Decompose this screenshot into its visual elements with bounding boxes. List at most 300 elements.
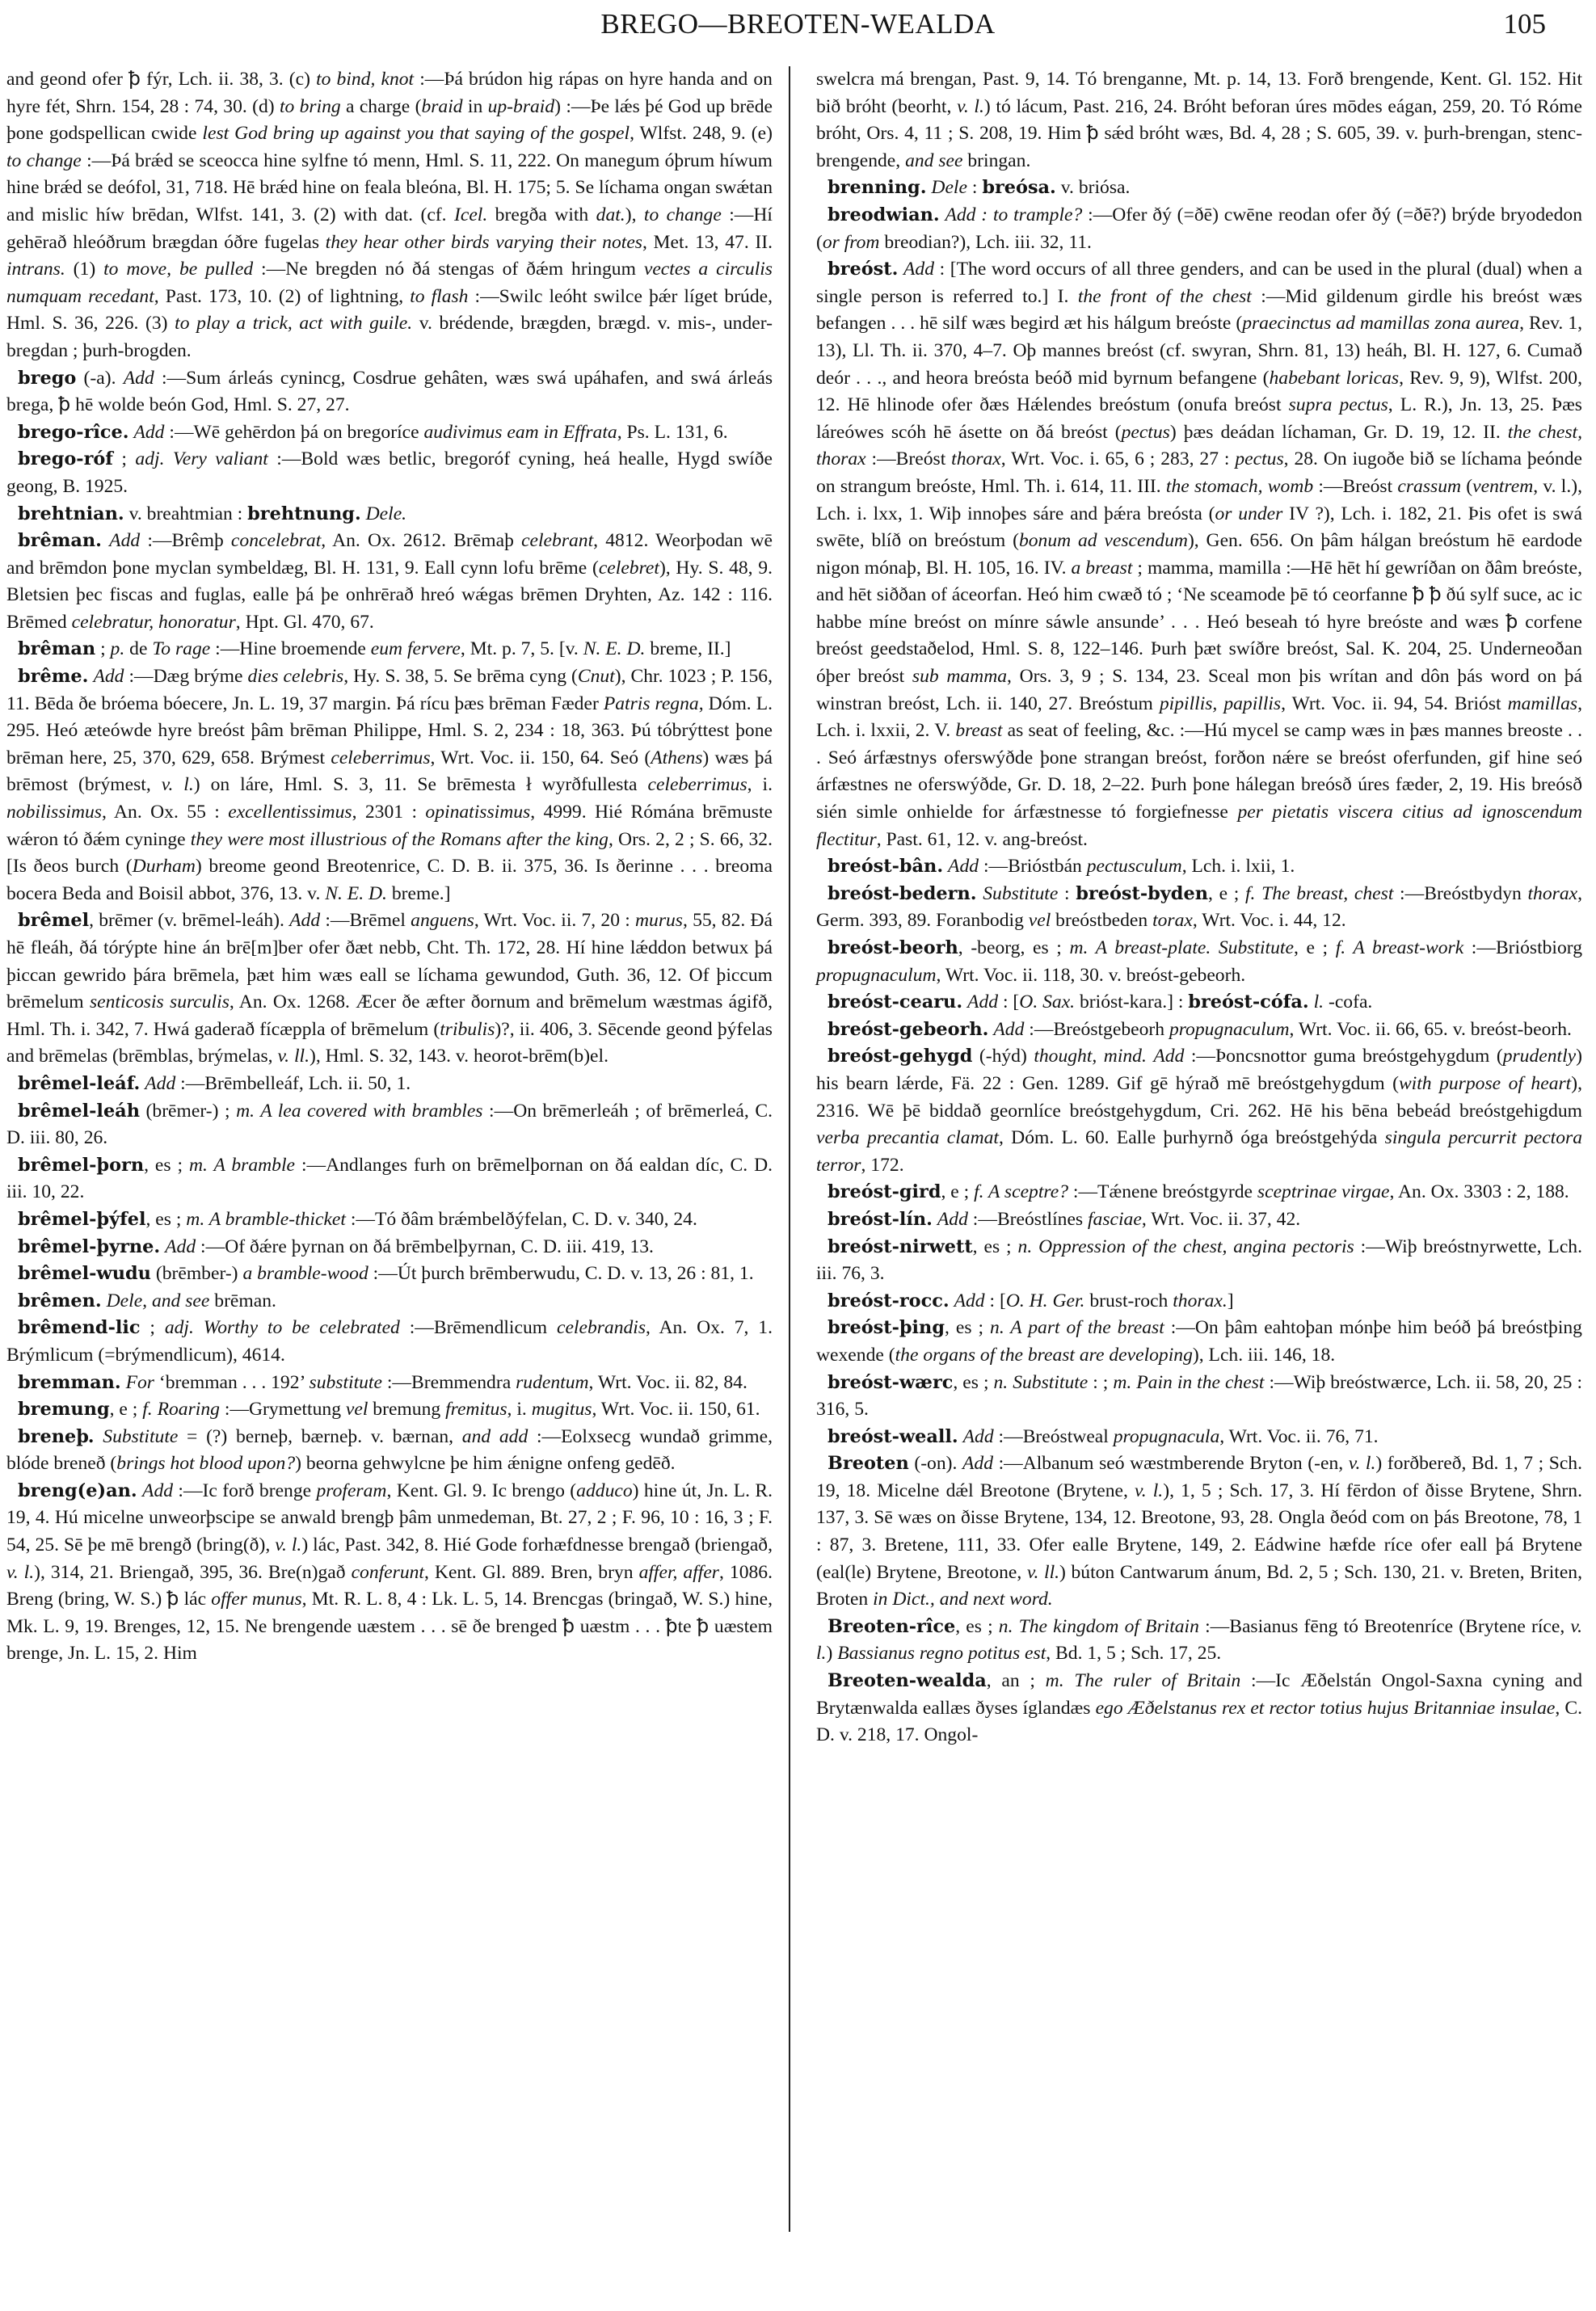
- entry-text: : [: [998, 991, 1020, 1013]
- entry-text: ),: [625, 204, 644, 225]
- entry-text: :—Brêmþ: [140, 530, 231, 552]
- headword: breóst-gird: [827, 1181, 941, 1203]
- italic-text: Dele: [931, 177, 967, 199]
- dictionary-entry: [6, 1370, 773, 1397]
- italic-text: crassum: [1397, 475, 1462, 497]
- dictionary-entry: [816, 1017, 1582, 1044]
- italic-text: thorax: [951, 448, 1001, 470]
- entry-text: , 4812. Weorþodan wē and brēmdon þone myclan symbeldæg, Bl. H. 131, 9. Eall cynn lofu brēme (: [6, 530, 773, 579]
- entry-text: , Rev. 1, 13), Ll. Th. ii. 370, 4–7. Oþ mannes breóst (cf. swyran, Shrn. 81, 13) heáh, Bl. H. 127, 6. Cumað deór . . ., and heora breósta beóð mid byrnum befangene (: [816, 313, 1583, 389]
- entry-text: , Wrt. Voc. ii. 150, 61.: [592, 1399, 760, 1421]
- italic-text: ventrem: [1472, 475, 1534, 497]
- italic-text: opinatissimus: [425, 802, 531, 823]
- entry-text: )?, ii. 406, 3. Sēcende geond þýfelas and brēmelas (brēmblas, brýmelas,: [6, 1018, 773, 1067]
- running-title: BREGO—BREOTEN-WEALDA: [600, 8, 996, 40]
- entry-text: :—Breóstweal: [993, 1425, 1114, 1447]
- italic-text: Add: [962, 1453, 993, 1475]
- entry-text: ) hine út, Jn. L. R. 19, 4. Hú micelne unweorþscipe se anwald brengþ þâm unmedeman, Bt. 27, 2 ; F. 96, 10 : 16, 3 ; F. 54, 25. Sē þe mē brengð (bring(ð),: [6, 1480, 773, 1556]
- italic-text: breast: [955, 720, 1003, 742]
- dictionary-columns: [6, 66, 1585, 2296]
- italic-text: n.: [993, 1371, 1009, 1393]
- entry-text: :—Þá brúdon hig rápas on hyre handa and on hyre fét, Shrn. 154, 28 : 74, 30. (d): [6, 69, 773, 117]
- italic-text: O. H. Ger.: [1005, 1290, 1085, 1311]
- dictionary-entry: [6, 419, 773, 447]
- entry-text: , Rev. 9, 9), Wlfst. 200, 12. Hē hlinode ofer ðæs Hǽlendes breóstum (onufa breóst: [816, 367, 1582, 416]
- italic-text: Cnut: [577, 666, 615, 688]
- entry-text: breodian?), Lch. iii. 32, 11.: [879, 231, 1092, 253]
- italic-text: to change: [643, 204, 722, 225]
- italic-text: singula percurrit pectora terror: [816, 1127, 1583, 1176]
- italic-text: rudentum: [516, 1371, 589, 1393]
- entry-text: ), 2316. Wē þē biddað geornlíce breóstgehygdum, Cri. 262. Hē his bēna bebeád breóstgehigdum: [816, 1072, 1582, 1122]
- dictionary-entry: [6, 1098, 773, 1152]
- italic-text: adj. Very valiant: [135, 448, 268, 470]
- entry-text: , Wrt. Voc. ii. 7, 20 :: [474, 910, 635, 932]
- italic-text: propugnacula: [1113, 1425, 1220, 1447]
- dictionary-entry: [816, 1370, 1582, 1424]
- entry-text: :—Brióstbiorg: [1463, 937, 1583, 958]
- entry-text: , Wrt. Voc. ii. 94, 54. Brióst: [1281, 692, 1508, 714]
- italic-text: or from: [822, 231, 880, 253]
- entry-text: , Ors. 2, 2 ; S. 66, 32. [Is ðeos burch (: [6, 828, 773, 878]
- dictionary-entry: [816, 881, 1582, 935]
- italic-text: and add: [461, 1425, 528, 1447]
- italic-text: f. Roaring: [142, 1399, 220, 1421]
- italic-text: adduco: [576, 1480, 633, 1501]
- entry-text: -cofa.: [1324, 991, 1373, 1013]
- italic-text: m. A lea covered with brambles: [236, 1100, 483, 1122]
- italic-text: l.: [1313, 991, 1324, 1013]
- italic-text: in Dict., and next word.: [873, 1589, 1053, 1610]
- headword: breóst-byden: [1076, 882, 1208, 904]
- headword: breóst-gebeorh.: [827, 1018, 989, 1040]
- italic-text: substitute: [309, 1371, 382, 1393]
- headword: breóst-weall.: [827, 1425, 958, 1447]
- entry-text: breme, II.]: [645, 638, 731, 660]
- italic-text: v. ll.: [1026, 1561, 1060, 1583]
- headword: brêmel-þorn: [18, 1154, 145, 1176]
- headword: breóst-beorh: [827, 937, 958, 958]
- entry-text: , e ;: [941, 1181, 975, 1203]
- italic-text: n. The kingdom of Britain: [998, 1615, 1199, 1637]
- italic-text: vectes a circulis numquam recedant: [6, 259, 773, 307]
- italic-text: they hear other birds varying their notes: [325, 231, 642, 253]
- entry-text: , Hpt. Gl. 470, 67.: [235, 611, 374, 633]
- italic-text: v. l.: [816, 1615, 1583, 1665]
- headword: brêmend-lic: [18, 1317, 141, 1339]
- headword: breóst-cearu.: [827, 991, 963, 1013]
- entry-text: , Kent. Gl. 9. Ic brengo (: [386, 1480, 577, 1501]
- headword: breóst-cófa.: [1188, 991, 1309, 1013]
- entry-text: brēman.: [209, 1290, 276, 1311]
- entry-text: [898, 259, 903, 280]
- entry-text: (-hýd): [972, 1046, 1034, 1067]
- entry-text: ) þæs deádan líchaman, Gr. D. 19, 12. II.: [1169, 421, 1508, 443]
- italic-text: supra pectus: [1288, 394, 1388, 416]
- italic-text: to change: [6, 149, 82, 171]
- italic-text: To rage: [152, 638, 211, 660]
- entry-text: [102, 530, 109, 551]
- dictionary-entry: [816, 1234, 1582, 1288]
- entry-text: :—Þoncsnottor guma breóstgehygdum (: [1184, 1046, 1503, 1067]
- entry-text: ), Gen. 656. On þâm hálgan breóstum hē eardode nigon mónaþ, Bl. H. 105, 16. IV.: [816, 530, 1582, 579]
- italic-text: Add: [145, 1072, 176, 1094]
- entry-continuation: [816, 66, 1582, 175]
- entry-text: ), Lch. iii. 146, 18.: [1192, 1344, 1336, 1366]
- entry-text: , Germ. 393, 89. Foranbodig: [816, 882, 1582, 932]
- italic-text: Dele, and see: [106, 1290, 210, 1311]
- entry-text: :—On þâm eahtoþan mónþe him beóð þá breóstþing wexende (: [816, 1317, 1582, 1366]
- dictionary-entry: [816, 1179, 1582, 1206]
- italic-text: braid: [421, 95, 463, 117]
- entry-text: v. brédende, brægden, brægd. v. mis-, under-bregdan ; þurh-brogden.: [6, 313, 773, 361]
- headword: brenning.: [827, 177, 927, 199]
- entry-text: , Past. 173, 10. (2) of lightning,: [154, 285, 411, 307]
- entry-text: :—Sum árleás cynincg, Cosdrue gehâten, wæs swá upáhafen, and swá árleás brega, ꝥ hē wolde beón God, Hml. S. 27, 27.: [6, 367, 773, 416]
- italic-text: to flash: [410, 285, 469, 307]
- headword: brehtnian.: [18, 503, 124, 524]
- headword: Breoten: [827, 1453, 909, 1475]
- italic-text: the stomach, womb: [1165, 475, 1314, 497]
- headword: brehtnung.: [247, 503, 361, 524]
- italic-text: torax: [1152, 910, 1193, 932]
- entry-text: , v. l.), Lch. i. lxx, 1. Wiþ innoþes sáre and þǽra breósta (: [816, 475, 1583, 524]
- headword: breósa.: [982, 177, 1056, 199]
- dictionary-entry: [816, 935, 1582, 989]
- entry-text: v. breahtmian :: [124, 503, 248, 524]
- italic-text: mugitus: [531, 1399, 592, 1421]
- italic-text: m. Pain in the chest: [1113, 1371, 1265, 1393]
- headword: bremung: [18, 1399, 110, 1421]
- entry-text: :—Breóst: [865, 448, 952, 470]
- italic-text: Add: [93, 666, 124, 688]
- entry-text: ; mamma, mamilla :—Hē hēt hí gewríðan on ðâm breóste, and hēt siððan of áceorfan. Heó him cwæð tó ; ‘Ne sceamode þē tó ceorfanne ꝥ ꝥ ðú sylf suce, ac ic habbe míne breóst on mínre sáwle ansunde’ . . . Heó beseah tó hyre breóste and wæs ꝥ corfene breóst geedstaðelod, Hml. S. 8, 122–146. Þurh þæt swíðre breóst, Sal. K. 204, 25. Underneoðan óþer breóst: [816, 557, 1582, 688]
- entry-text: :—Of ðǽre þyrnan on ðá brēmbelþyrnan, C. D. iii. 419, 13.: [196, 1235, 654, 1257]
- headword: brego-róf: [18, 448, 113, 470]
- entry-text: , Wlfst. 248, 9. (e): [630, 123, 773, 145]
- italic-text: f. A sceptre?: [974, 1181, 1068, 1203]
- entry-text: swelcra má brengan, Past. 9, 14. Tó brenganne, Mt. p. 14, 13. Forð brengende, Kent. Gl. 152. Hit bið bróht (beorht,: [816, 69, 1582, 117]
- entry-text: , An. Ox. 7, 1. Brýmlicum (=brýmendlicum), 4614.: [6, 1317, 773, 1366]
- dictionary-entry: [816, 1206, 1582, 1234]
- entry-text: , es ;: [144, 1154, 190, 1176]
- italic-text: Add: [948, 856, 979, 878]
- italic-text: anguens: [411, 910, 474, 932]
- dictionary-entry: [6, 636, 773, 663]
- entry-text: , 2301 :: [352, 802, 426, 823]
- headword: brêmel-leáh: [18, 1100, 140, 1122]
- entry-text: , es ;: [145, 1208, 187, 1230]
- italic-text: thorax.: [1173, 1290, 1228, 1311]
- entry-text: de: [124, 638, 153, 660]
- headword: breóst-bân.: [827, 856, 944, 878]
- entry-text: , An. Ox. 3303 : 2, 188.: [1389, 1181, 1569, 1203]
- entry-text: , Wrt. Voc. i. 44, 12.: [1192, 910, 1346, 932]
- entry-text: :—Þá brǽd se sceocca hine sylfne tó menn, Hml. S. 11, 222. On manegum óþrum híwum hine brǽd se deófol, 31, 718. Hē brǽd hine on feala bleóna, Bl. H. 175; 5. Se líchama ongan swǽtan and mislic híw brēdan, Wlfst. 141, 3. (2) with dat. (cf.: [6, 149, 773, 225]
- dictionary-entry: [6, 365, 773, 419]
- entry-text: , Bd. 1, 5 ; Sch. 17, 25.: [1046, 1643, 1222, 1665]
- entry-text: ;: [95, 638, 111, 660]
- entry-text: , 1086. Breng (bring, W. S.) ꝥ lác: [6, 1561, 773, 1610]
- dictionary-entry: [6, 1288, 773, 1315]
- entry-text: (-on).: [908, 1453, 962, 1475]
- italic-text: and see: [905, 149, 963, 171]
- entry-text: , i.: [507, 1399, 532, 1421]
- headword: brêmen.: [18, 1290, 102, 1311]
- italic-text: excellentissimus: [228, 802, 352, 823]
- italic-text: the chest, thorax: [816, 421, 1582, 470]
- italic-text: tribulis: [440, 1018, 495, 1040]
- entry-text: , C. D. v. 218, 17. Ongol-: [816, 1697, 1582, 1746]
- entry-text: breme.]: [386, 882, 451, 904]
- entry-text: , -beorg, es ;: [958, 937, 1070, 958]
- italic-text: nobilissimus: [6, 802, 102, 823]
- headword: brêman.: [18, 530, 102, 552]
- entry-text: :: [1058, 882, 1076, 904]
- entry-text: ), 1, 5 ; Sch. 17, 3. Hí fērdon of ðisse Brytene, Shrn. 137, 3. Sē wæs on ðisse Brytene, 134, 12. Breotone, 93, 28. Ongla ðeód com on þás Breotone, 78, 1 : 87, 3. Bretene, 111, 33. Ofer ealle Brytene, 149, 2. Eádwine hæfde ríce ofer eall þá Brytene (eal(le) Brytene, Breotone,: [816, 1480, 1582, 1583]
- italic-text: pectus: [1235, 448, 1284, 470]
- entry-text: breóstbeden: [1051, 910, 1153, 932]
- italic-text: N. E. D.: [325, 882, 387, 904]
- entry-text: , L. R.), Jn. 13, 25. Þæs láreówes scóh hē ásette on ðá breóst (: [816, 394, 1582, 443]
- headword: brêman: [18, 638, 96, 660]
- italic-text: n. Oppression of the chest, angina pectoris: [1017, 1235, 1354, 1257]
- headword: bremman.: [18, 1371, 121, 1393]
- italic-text: Substitute: [103, 1425, 179, 1447]
- dictionary-entry: [6, 446, 773, 500]
- entry-text: :—Bremmendra: [381, 1371, 516, 1393]
- entry-text: :—Dæg brýme: [124, 666, 248, 688]
- dictionary-entry: [6, 501, 773, 528]
- italic-text: Dele.: [365, 503, 407, 524]
- dictionary-entry: [816, 853, 1582, 881]
- entry-text: and geond ofer ꝥ fýr, Lch. ii. 38, 3. (c): [6, 69, 317, 90]
- entry-text: , Wrt. Voc. ii. 82, 84.: [588, 1371, 747, 1393]
- entry-text: ) lác, Past. 342, 8. Hié Gode forhæfdnesse brengað (briengað,: [301, 1534, 773, 1556]
- entry-text: ) his bearn lǽrde, Fä. 22 : Gen. 1289. Gif gē hýrað mē breóstgehygdum (: [816, 1046, 1582, 1094]
- italic-text: proferam: [316, 1480, 387, 1501]
- italic-text: habebant loricas: [1269, 367, 1400, 389]
- italic-text: sceptrinae virgae: [1257, 1181, 1390, 1203]
- entry-text: bregða with: [487, 204, 596, 225]
- entry-text: ‘bremman . . . 192’: [154, 1371, 310, 1393]
- entry-text: , An. Ox. 1268. Æcer ðe æfter ðornum and brēmelum wæstmas ágifð, Hml. Th. i. 342, 7. Hwá gaderað fícæppla of brēmelum (: [6, 991, 773, 1040]
- headword: breóst-gehygd: [827, 1046, 973, 1067]
- entry-text: :—Mid gildenum girdle his breóst wæs befangen . . . hē silf wæs begird æt his hálgum breóste (: [816, 285, 1582, 335]
- italic-text: Bassianus regno potitus est: [837, 1643, 1046, 1665]
- headword: brego: [18, 367, 77, 389]
- right-column: [816, 66, 1582, 1749]
- headword: breodwian.: [827, 204, 940, 225]
- headword: breóst.: [827, 259, 899, 280]
- headword: breóst-þing: [827, 1317, 945, 1339]
- entry-text: :—Brēmel: [320, 910, 411, 932]
- italic-text: Add: [962, 1425, 994, 1447]
- entry-text: :—Albanum seó wæstmberende Bryton (-en,: [993, 1453, 1349, 1475]
- headword: breneþ.: [18, 1425, 95, 1447]
- entry-text: v. briósa.: [1055, 177, 1131, 199]
- italic-text: mamillas: [1507, 692, 1578, 714]
- italic-text: thought, mind.: [1034, 1046, 1147, 1067]
- entry-text: ) forðbereð, Bd. 1, 7 ; Sch. 19, 18. Micelne dǽl Breotone (Brytene,: [816, 1453, 1582, 1501]
- italic-text: bonum ad vescendum: [1018, 530, 1188, 552]
- headword: breóst-nirwett: [827, 1235, 973, 1257]
- italic-text: ego Æðelstanus rex et rector totius hujus Britanniae insulae: [1095, 1697, 1556, 1719]
- italic-text: with purpose of heart: [1398, 1072, 1572, 1094]
- italic-text: Add: [142, 1480, 174, 1501]
- headword: brêmel-wudu: [18, 1263, 151, 1285]
- dictionary-entry: [816, 1043, 1582, 1179]
- entry-text: , es ;: [953, 1371, 994, 1393]
- italic-text: Add: [993, 1018, 1025, 1040]
- entry-text: , Dóm. L. 60. Ealle þurhyrnð óga breóstgehýda: [999, 1127, 1385, 1149]
- italic-text: Substitute: [1013, 1371, 1089, 1393]
- italic-text: eum fervere: [370, 638, 461, 660]
- italic-text: n. A part of the breast: [990, 1317, 1164, 1339]
- entry-text: , Wrt. Voc. ii. 76, 71.: [1219, 1425, 1379, 1447]
- italic-text: propugnaculum: [816, 964, 937, 986]
- italic-text: Add: [123, 367, 154, 389]
- entry-text: ) on láre, Hml. S. 3, 11. Se brēmesta ł wyrðfullesta: [193, 774, 648, 796]
- entry-text: , 28. On iugoðe bið se líchama þeónde on strangum breóste, Hml. Th. i. 614, 11. III.: [816, 448, 1583, 497]
- dictionary-entry: [816, 175, 1582, 202]
- italic-text: senticosis surculis: [89, 991, 230, 1013]
- entry-text: :—Ofer ðý (=ðē) cwēne reodan ofer ðý (=ðē?) brýde bryodedon (: [816, 204, 1582, 253]
- dictionary-entry: [6, 1071, 773, 1098]
- entry-text: , Past. 61, 12. v. ang-breóst.: [876, 828, 1088, 850]
- entry-text: ) :—Þe lǽs þé God up brēde þone godspellican cwide: [6, 95, 773, 145]
- italic-text: Add: [954, 1290, 985, 1311]
- entry-continuation: [6, 66, 773, 365]
- italic-text: v. l.: [161, 774, 194, 796]
- italic-text: sub mamma: [912, 666, 1008, 688]
- entry-text: , an ;: [986, 1670, 1046, 1692]
- entry-text: :—Út þurch brēmberwudu, C. D. v. 13, 26 : 81, 1.: [368, 1263, 754, 1285]
- italic-text: pectus: [1121, 421, 1170, 443]
- entry-text: , Wrt. Voc. ii. 37, 42.: [1141, 1208, 1301, 1230]
- entry-text: in: [462, 95, 488, 117]
- headword: brême.: [18, 666, 89, 688]
- entry-text: ) beorna gehwylcne þe him ǽnigne onfeng gedēð.: [295, 1453, 676, 1475]
- entry-text: : [: [984, 1290, 1006, 1311]
- italic-text: Durham: [132, 856, 196, 878]
- italic-text: Add: [967, 991, 999, 1013]
- italic-text: offer munus: [211, 1589, 302, 1610]
- dictionary-entry: [816, 1450, 1582, 1614]
- italic-text: Add: [937, 1208, 968, 1230]
- italic-text: to play a trick, act with guile.: [175, 313, 413, 335]
- italic-text: v. ll.: [277, 1046, 310, 1067]
- italic-text: m. A bramble-thicket: [186, 1208, 346, 1230]
- entry-text: :—Bold wæs betlic, bregoróf cyning, heá healle, Hygd swíðe geong, B. 1925.: [6, 448, 773, 497]
- entry-text: :—Breóstlínes: [967, 1208, 1088, 1230]
- dictionary-entry: [6, 663, 773, 907]
- entry-text: , Dóm. L. 295. Heó ætеówde hyre breóst þâm brēman Philippe, Hml. S. 2, 234 : 18, 363. Þú tóbrýttest þone brēman here, 25, 370, 629, 658. Brýmest: [6, 692, 773, 768]
- entry-text: , Mt. R. L. 8, 4 : Lk. L. 5, 14. Brencgas (bringað, W. S.) hine, Mk. L. 9, 19. Brenges, 12, 15. Ne brengende uæstem . . . sē ðe brenged ꝥ uæstm . . . ꝥte ꝥ uæstem brenge, Jn. L. 15, 2. Him: [6, 1589, 773, 1665]
- entry-text: , An. Ox. 55 :: [102, 802, 229, 823]
- italic-text: fasciae: [1088, 1208, 1142, 1230]
- entry-text: :—Brēmendlicum: [399, 1317, 557, 1339]
- headword: brêmel-þyrne.: [18, 1235, 161, 1257]
- italic-text: f. A breast-work: [1335, 937, 1464, 958]
- entry-text: , i.: [747, 774, 773, 796]
- entry-text: ) búton Cantwarum ánum, Bd. 2, 5 ; Sch. 130, 21. v. Breten, Briten, Broten: [816, 1561, 1583, 1610]
- entry-text: :—Wiþ breóstwærce, Lch. ii. 58, 20, 25 : 316, 5.: [816, 1371, 1583, 1421]
- italic-text: Add: [903, 259, 935, 280]
- entry-text: , 4999. Hié Rómána brēmuste wǽron tó ðǽm cyninge: [6, 802, 773, 850]
- entry-text: :—Ic Æðelstán Ongol-Saxna cyning and Brytænwalda eallæs ðyses íglandæs: [816, 1670, 1582, 1719]
- italic-text: celebret: [598, 557, 659, 579]
- italic-text: brings hot blood upon?: [116, 1453, 296, 1475]
- italic-text: the organs of the breast are developing: [895, 1344, 1193, 1366]
- italic-text: praecinctus ad mamillas zona aurea: [1242, 313, 1520, 335]
- italic-text: audivimus eam in Effrata: [423, 421, 617, 443]
- entry-text: , Hy. S. 38, 5. Se brēma cyng (: [343, 666, 578, 688]
- italic-text: prudently: [1502, 1046, 1577, 1067]
- entry-text: , Mt. p. 7, 5. [v.: [460, 638, 583, 660]
- entry-text: :—Andlanges furh on brēmelþornan on ðá ealdan díc, C. D. iii. 10, 22.: [6, 1154, 773, 1203]
- italic-text: pectusculum: [1086, 856, 1182, 878]
- dictionary-entry: [6, 1206, 773, 1234]
- italic-text: Substitute: [1218, 937, 1294, 958]
- dictionary-entry: [6, 1234, 773, 1261]
- running-head: [0, 8, 1596, 48]
- headword: brego-rîce.: [18, 421, 129, 443]
- italic-text: celeberrimus: [331, 747, 431, 768]
- italic-text: Icel.: [453, 204, 488, 225]
- italic-text: m. The ruler of Britain: [1045, 1670, 1241, 1692]
- entry-text: :—Grymettung: [219, 1399, 346, 1421]
- entry-text: (1): [65, 259, 104, 280]
- entry-text: [1211, 937, 1219, 958]
- entry-text: (-a).: [76, 367, 124, 389]
- italic-text: Add: [109, 530, 141, 552]
- headword: breng(e)an.: [18, 1480, 137, 1501]
- entry-text: :—Basianus fēng tó Breotenríce (Brytene ríce,: [1198, 1615, 1571, 1637]
- italic-text: they were most illustrious of the Romans after the king: [190, 828, 609, 850]
- headword: breóst-rocc.: [827, 1290, 950, 1311]
- entry-text: , Met. 13, 47. II.: [642, 231, 773, 253]
- italic-text: a bramble-wood: [242, 1263, 368, 1285]
- headword: brêmel: [18, 910, 90, 932]
- dictionary-entry: [6, 528, 773, 636]
- italic-text: to bring: [279, 95, 341, 117]
- italic-text: N. E. D.: [583, 638, 646, 660]
- entry-text: , Wrt. Voc. ii. 150, 64. Seó (: [430, 747, 651, 768]
- dictionary-entry: [816, 1288, 1582, 1315]
- entry-text: , es ;: [944, 1317, 991, 1339]
- italic-text: celebrant: [521, 530, 594, 552]
- entry-text: ) breome geond Breotenrice, C. D. B. ii. 375, 36. Is ðerinne . . . breoma bocera Beda and Boisil abbot, 376, 13. v.: [6, 856, 773, 904]
- italic-text: f. The breast, chest: [1244, 882, 1394, 904]
- entry-text: :—Breóst: [1313, 475, 1398, 497]
- entry-text: , Kent. Gl. 889. Bren, bryn: [424, 1561, 639, 1583]
- italic-text: per pietatis viscera citius ad ignoscendum flectitur: [816, 802, 1582, 850]
- italic-text: the front of the chest: [1077, 285, 1252, 307]
- italic-text: murus: [634, 910, 683, 932]
- entry-text: ), 314, 21. Briengað, 395, 36. Bre(n)gað: [34, 1561, 352, 1583]
- entry-text: , An. Ox. 2612. Brēmaþ: [321, 530, 522, 552]
- entry-text: [95, 1426, 103, 1447]
- italic-text: celebrandis: [556, 1317, 646, 1339]
- entry-text: ) tó lácum, Past. 216, 24. Bróht beforan úres mōdes eágan, 259, 20. Tó Róme bróht, Ors. 4, 11 ; S. 208, 19. Him ꝥ sǽd bróht wæs, Bd. 4, 28 ; S. 605, 39. v. þurh-brengan, stenc-brengende,: [816, 95, 1582, 171]
- entry-text: : [The word occurs of all three genders, and can be used in the plural (dual) when a single person is referred to.] I.: [816, 259, 1583, 307]
- italic-text: dies celebris: [247, 666, 344, 688]
- entry-text: brust-roch: [1084, 1290, 1173, 1311]
- entry-text: , e ;: [1293, 937, 1336, 958]
- entry-text: :—Wē gehērdon þá on bregoríce: [164, 421, 424, 443]
- italic-text: a breast: [1071, 557, 1133, 579]
